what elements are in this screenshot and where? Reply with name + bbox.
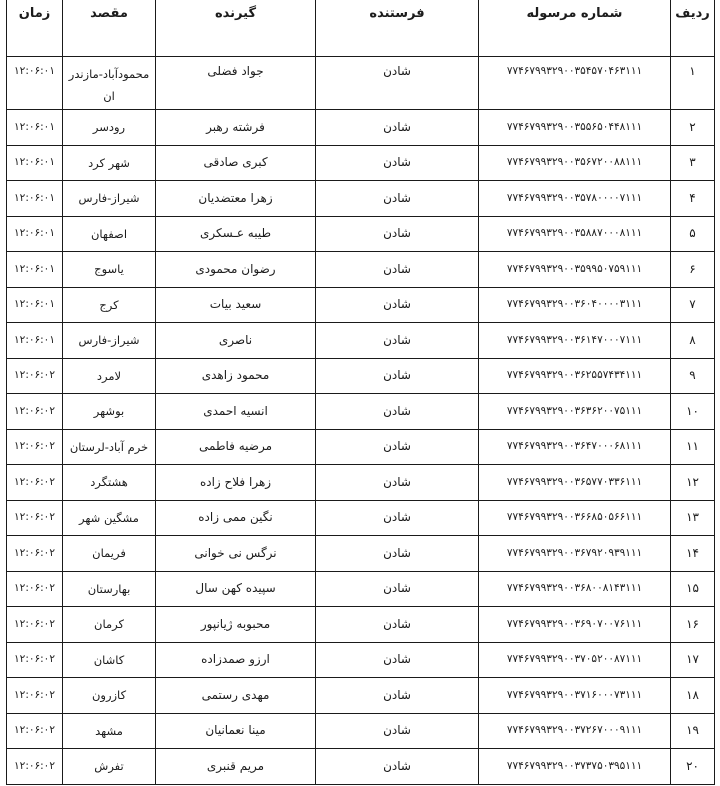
cell-receiver: نگین ممی زاده (155, 501, 315, 537)
cell-destination: لامرد (62, 359, 155, 395)
cell-time: ۱۲:۰۶:۰۲ (6, 572, 62, 608)
table-row (6, 110, 715, 146)
cell-time: ۱۲:۰۶:۰۱ (6, 146, 62, 182)
cell-destination: کازرون (62, 678, 155, 714)
cell-sender: شادن (315, 288, 478, 324)
header-destination: مقصد (62, 0, 155, 57)
cell-sender: شادن (315, 359, 478, 395)
cell-tracking-number: ۷۷۴۶۷۹۹۳۲۹۰۰۳۶۳۶۲۰۰۷۵۱۱۱ (478, 394, 670, 430)
cell-sender: شادن (315, 501, 478, 537)
cell-destination: مشهد (62, 714, 155, 750)
cell-sender: شادن (315, 146, 478, 182)
cell-sender: شادن (315, 217, 478, 253)
cell-row-number: ۱۳ (670, 501, 714, 537)
table-row (6, 749, 715, 785)
cell-time: ۱۲:۰۶:۰۱ (6, 252, 62, 288)
cell-sender: شادن (315, 643, 478, 679)
cell-sender: شادن (315, 430, 478, 466)
cell-receiver: مرضیه فاطمی (155, 430, 315, 466)
cell-tracking-number: ۷۷۴۶۷۹۹۳۲۹۰۰۳۵۹۹۵۰۷۵۹۱۱۱ (478, 252, 670, 288)
cell-destination: مشگین شهر (62, 501, 155, 537)
cell-receiver: ناصری (155, 323, 315, 359)
cell-receiver: محمود زاهدی (155, 359, 315, 395)
cell-destination: کرج (62, 288, 155, 324)
cell-destination: تفرش (62, 749, 155, 785)
cell-time: ۱۲:۰۶:۰۲ (6, 607, 62, 643)
cell-row-number: ۴ (670, 181, 714, 217)
table-row (6, 607, 715, 643)
cell-row-number: ۱۸ (670, 678, 714, 714)
table-row (6, 536, 715, 572)
shipment-table (6, 0, 715, 785)
header-time: زمان (6, 0, 62, 57)
cell-tracking-number: ۷۷۴۶۷۹۹۳۲۹۰۰۳۶۲۵۵۷۴۳۴۱۱۱ (478, 359, 670, 395)
cell-row-number: ۷ (670, 288, 714, 324)
cell-receiver: مهدی رستمی (155, 678, 315, 714)
cell-time: ۱۲:۰۶:۰۲ (6, 643, 62, 679)
cell-time: ۱۲:۰۶:۰۲ (6, 678, 62, 714)
cell-tracking-number: ۷۷۴۶۷۹۹۳۲۹۰۰۳۶۰۴۰۰۰۰۳۱۱۱ (478, 288, 670, 324)
cell-receiver: طیبه عـسکری (155, 217, 315, 253)
cell-destination: کرمان (62, 607, 155, 643)
cell-tracking-number: ۷۷۴۶۷۹۹۳۲۹۰۰۳۷۱۶۰۰۰۷۳۱۱۱ (478, 678, 670, 714)
cell-destination: بوشهر (62, 394, 155, 430)
cell-destination: یاسوج (62, 252, 155, 288)
cell-destination: رودسر (62, 110, 155, 146)
cell-tracking-number: ۷۷۴۶۷۹۹۳۲۹۰۰۳۶۵۷۷۰۳۳۶۱۱۱ (478, 465, 670, 501)
table-row (6, 288, 715, 324)
cell-sender: شادن (315, 536, 478, 572)
cell-destination: شیراز-فارس (62, 181, 155, 217)
cell-sender: شادن (315, 110, 478, 146)
header-receiver: گیرنده (155, 0, 315, 57)
cell-tracking-number: ۷۷۴۶۷۹۹۳۲۹۰۰۳۷۳۷۵۰۳۹۵۱۱۱ (478, 749, 670, 785)
table-row (6, 678, 715, 714)
cell-row-number: ۹ (670, 359, 714, 395)
cell-sender: شادن (315, 181, 478, 217)
cell-destination: محمودآباد-مازندر ان (62, 57, 155, 110)
cell-receiver: مینا نعمانیان (155, 714, 315, 750)
table-row (6, 146, 715, 182)
table-row (6, 359, 715, 395)
cell-row-number: ۱۰ (670, 394, 714, 430)
cell-tracking-number: ۷۷۴۶۷۹۹۳۲۹۰۰۳۷۰۵۲۰۰۸۷۱۱۱ (478, 643, 670, 679)
cell-receiver: زهرا فلاح زاده (155, 465, 315, 501)
cell-tracking-number: ۷۷۴۶۷۹۹۳۲۹۰۰۳۵۶۷۲۰۰۸۸۱۱۱ (478, 146, 670, 182)
cell-time: ۱۲:۰۶:۰۱ (6, 288, 62, 324)
cell-destination: اصفهان (62, 217, 155, 253)
cell-tracking-number: ۷۷۴۶۷۹۹۳۲۹۰۰۳۷۲۶۷۰۰۰۹۱۱۱ (478, 714, 670, 750)
table-row (6, 181, 715, 217)
cell-receiver: جواد فضلی (155, 57, 315, 110)
cell-time: ۱۲:۰۶:۰۲ (6, 465, 62, 501)
cell-destination: بهارستان (62, 572, 155, 608)
cell-time: ۱۲:۰۶:۰۲ (6, 714, 62, 750)
table-row (6, 714, 715, 750)
cell-tracking-number: ۷۷۴۶۷۹۹۳۲۹۰۰۳۶۱۴۷۰۰۰۷۱۱۱ (478, 323, 670, 359)
cell-destination: هشتگرد (62, 465, 155, 501)
table-row (6, 643, 715, 679)
cell-row-number: ۱۲ (670, 465, 714, 501)
cell-sender: شادن (315, 678, 478, 714)
cell-receiver: زهرا معتضدیان (155, 181, 315, 217)
cell-destination: شهر کرد (62, 146, 155, 182)
cell-destination: کاشان (62, 643, 155, 679)
cell-receiver: سپیده کهن سال (155, 572, 315, 608)
cell-row-number: ۱۴ (670, 536, 714, 572)
cell-tracking-number: ۷۷۴۶۷۹۹۳۲۹۰۰۳۵۴۵۷۰۴۶۳۱۱۱ (478, 57, 670, 110)
table-row (6, 501, 715, 537)
cell-row-number: ۳ (670, 146, 714, 182)
cell-time: ۱۲:۰۶:۰۲ (6, 394, 62, 430)
cell-receiver: مریم قنبری (155, 749, 315, 785)
table-body (6, 57, 715, 785)
cell-receiver: محبوبه ژیانپور (155, 607, 315, 643)
cell-row-number: ۱۶ (670, 607, 714, 643)
cell-tracking-number: ۷۷۴۶۷۹۹۳۲۹۰۰۳۶۷۹۲۰۹۳۹۱۱۱ (478, 536, 670, 572)
cell-row-number: ۸ (670, 323, 714, 359)
cell-time: ۱۲:۰۶:۰۱ (6, 110, 62, 146)
cell-time: ۱۲:۰۶:۰۲ (6, 430, 62, 466)
cell-tracking-number: ۷۷۴۶۷۹۹۳۲۹۰۰۳۶۹۰۷۰۰۷۶۱۱۱ (478, 607, 670, 643)
cell-row-number: ۱ (670, 57, 714, 110)
cell-receiver: رضوان محمودی (155, 252, 315, 288)
cell-receiver: نرگس نی خوانی (155, 536, 315, 572)
table-row (6, 394, 715, 430)
cell-receiver: فرشته رهبر (155, 110, 315, 146)
cell-time: ۱۲:۰۶:۰۲ (6, 501, 62, 537)
table-row (6, 572, 715, 608)
cell-time: ۱۲:۰۶:۰۱ (6, 217, 62, 253)
cell-sender: شادن (315, 57, 478, 110)
table-row (6, 430, 715, 466)
cell-destination: فریمان (62, 536, 155, 572)
cell-row-number: ۱۵ (670, 572, 714, 608)
cell-tracking-number: ۷۷۴۶۷۹۹۳۲۹۰۰۳۵۸۸۷۰۰۰۸۱۱۱ (478, 217, 670, 253)
cell-row-number: ۲ (670, 110, 714, 146)
cell-tracking-number: ۷۷۴۶۷۹۹۳۲۹۰۰۳۶۶۸۵۰۵۶۶۱۱۱ (478, 501, 670, 537)
cell-receiver: ارزو صمدزاده (155, 643, 315, 679)
table-row (6, 465, 715, 501)
cell-receiver: کبری صادقی (155, 146, 315, 182)
cell-time: ۱۲:۰۶:۰۲ (6, 536, 62, 572)
cell-destination: شیراز-فارس (62, 323, 155, 359)
cell-tracking-number: ۷۷۴۶۷۹۹۳۲۹۰۰۳۶۸۰۰۸۱۴۳۱۱۱ (478, 572, 670, 608)
table-row (6, 252, 715, 288)
header-sender: فرستنده (315, 0, 478, 57)
table-row (6, 323, 715, 359)
cell-tracking-number: ۷۷۴۶۷۹۹۳۲۹۰۰۳۵۷۸۰۰۰۰۷۱۱۱ (478, 181, 670, 217)
cell-row-number: ۵ (670, 217, 714, 253)
cell-row-number: ۲۰ (670, 749, 714, 785)
cell-tracking-number: ۷۷۴۶۷۹۹۳۲۹۰۰۳۵۵۶۵۰۴۴۸۱۱۱ (478, 110, 670, 146)
cell-sender: شادن (315, 572, 478, 608)
cell-row-number: ۱۱ (670, 430, 714, 466)
cell-time: ۱۲:۰۶:۰۱ (6, 181, 62, 217)
cell-sender: شادن (315, 607, 478, 643)
cell-destination: خرم آباد-لرستان (62, 430, 155, 466)
header-row-number: ردیف (670, 0, 714, 57)
cell-time: ۱۲:۰۶:۰۱ (6, 323, 62, 359)
cell-row-number: ۱۷ (670, 643, 714, 679)
cell-receiver: انسیه احمدی (155, 394, 315, 430)
cell-sender: شادن (315, 749, 478, 785)
header-tracking-number: شماره مرسوله (478, 0, 670, 57)
cell-sender: شادن (315, 252, 478, 288)
cell-sender: شادن (315, 394, 478, 430)
cell-tracking-number: ۷۷۴۶۷۹۹۳۲۹۰۰۳۶۴۷۰۰۰۶۸۱۱۱ (478, 430, 670, 466)
cell-sender: شادن (315, 323, 478, 359)
table-header-row (6, 0, 715, 57)
cell-row-number: ۶ (670, 252, 714, 288)
cell-sender: شادن (315, 714, 478, 750)
table-row (6, 217, 715, 253)
cell-time: ۱۲:۰۶:۰۱ (6, 57, 62, 110)
cell-row-number: ۱۹ (670, 714, 714, 750)
table-row (6, 57, 715, 110)
cell-sender: شادن (315, 465, 478, 501)
cell-time: ۱۲:۰۶:۰۲ (6, 749, 62, 785)
cell-time: ۱۲:۰۶:۰۲ (6, 359, 62, 395)
cell-receiver: سعید بیات (155, 288, 315, 324)
